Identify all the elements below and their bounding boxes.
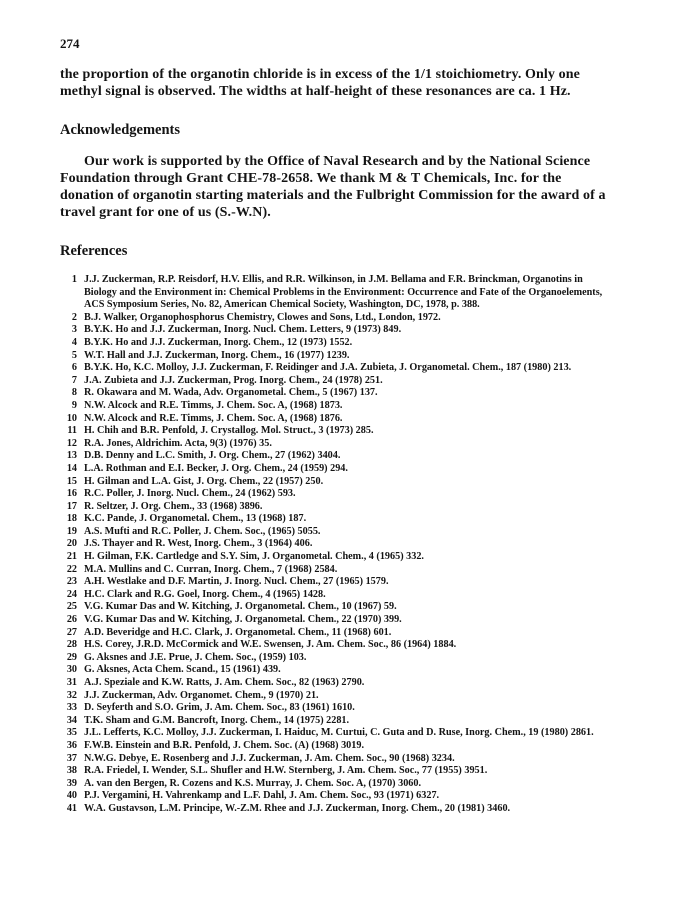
reference-text: A. van den Bergen, R. Cozens and K.S. Murray, J. Chem. Soc. A, (1970) 3060. [84, 777, 422, 789]
reference-text: B.J. Walker, Organophosphorus Chemistry, Clowes and Sons, Ltd., London, 1972. [84, 311, 441, 323]
reference-item [60, 450, 612, 463]
reference-number: 28 [66, 639, 77, 651]
reference-number: 3 [71, 324, 77, 336]
reference-text: D.B. Denny and L.C. Smith, J. Org. Chem., 27 (1962) 3404. [84, 450, 341, 462]
reference-number: 14 [66, 462, 77, 474]
reference-item [60, 501, 612, 514]
reference-item [60, 425, 612, 438]
reference-number: 32 [66, 689, 77, 701]
reference-item [60, 387, 612, 400]
reference-number: 9 [71, 399, 77, 411]
intro-paragraph: the proportion of the organotin chloride is in excess of the 1/1 stoichiometry. Only one methyl signal is observed. The widths at half-height of these resonances are ca. 1 Hz. [60, 67, 580, 99]
reference-text: V.G. Kumar Das and W. Kitching, J. Organometal. Chem., 22 (1970) 399. [84, 614, 402, 626]
reference-text: B.Y.K. Ho, K.C. Molloy, J.J. Zuckerman, F. Reidinger and J.A. Zubieta, J. Organometal. Chem., 187 (1980) 213. [84, 362, 572, 374]
reference-item [60, 463, 612, 476]
reference-text: R. Seltzer, J. Org. Chem., 33 (1968) 3896. [84, 500, 263, 512]
reference-item [60, 438, 612, 451]
reference-number: 11 [67, 425, 77, 437]
reference-item [60, 664, 612, 677]
reference-text: P.J. Vergamini, H. Vahrenkamp and L.F. Dahl, J. Am. Chem. Soc., 93 (1971) 6327. [84, 790, 440, 802]
reference-number: 6 [71, 362, 77, 374]
reference-text: B.Y.K. Ho and J.J. Zuckerman, Inorg. Chem., 12 (1973) 1552. [84, 336, 353, 348]
reference-text: J.J. Zuckerman, R.P. Reisdorf, H.V. Ellis, and R.R. Wilkinson, in J.M. Bellama and F.R. Brinckman, Organotins in Biology and the Environment in: Chemical Problems in the Environment: Occurrence and Fate of the Organoelements, ACS Symposium Series, No. 82, American Chemical Society, Washington, DC, 1978, p. 388. [84, 274, 603, 311]
reference-text: F.W.B. Einstein and B.R. Penfold, J. Chem. Soc. (A) (1968) 3019. [84, 739, 364, 751]
reference-text: J.J. Zuckerman, Adv. Organomet. Chem., 9 (1970) 21. [84, 689, 319, 701]
reference-item [60, 790, 612, 803]
reference-text: A.H. Westlake and D.F. Martin, J. Inorg. Nucl. Chem., 27 (1965) 1579. [84, 576, 389, 588]
reference-item [60, 765, 612, 778]
reference-number: 4 [71, 336, 77, 348]
reference-number: 20 [66, 538, 77, 550]
document-page [60, 36, 612, 816]
reference-number: 27 [66, 626, 77, 638]
reference-text: W.T. Hall and J.J. Zuckerman, Inorg. Chem., 16 (1977) 1239. [84, 349, 350, 361]
reference-number: 13 [66, 450, 77, 462]
reference-text: J.L. Lefferts, K.C. Molloy, J.J. Zuckerman, I. Haiduc, M. Curtui, C. Guta and D. Ruse, Inorg. Chem., 19 (1980) 2861. [84, 727, 594, 739]
reference-number: 37 [66, 752, 77, 764]
reference-text: G. Aksnes and J.E. Prue, J. Chem. Soc., (1959) 103. [84, 651, 307, 663]
reference-number: 38 [66, 765, 77, 777]
reference-item [60, 677, 612, 690]
reference-item [60, 513, 612, 526]
reference-text: H. Chih and B.R. Penfold, J. Crystallog. Mol. Struct., 3 (1973) 285. [84, 425, 374, 437]
reference-text: B.Y.K. Ho and J.J. Zuckerman, Inorg. Nucl. Chem. Letters, 9 (1973) 849. [84, 324, 402, 336]
reference-item [60, 803, 612, 816]
reference-number: 34 [66, 714, 77, 726]
reference-item [60, 753, 612, 766]
reference-number: 22 [66, 563, 77, 575]
reference-item [60, 589, 612, 602]
reference-text: N.W. Alcock and R.E. Timms, J. Chem. Soc. A, (1968) 1876. [84, 412, 343, 424]
reference-number: 21 [66, 551, 77, 563]
reference-text: R.A. Jones, Aldrichim. Acta, 9(3) (1976) 35. [84, 437, 272, 449]
reference-number: 31 [66, 677, 77, 688]
reference-text: V.G. Kumar Das and W. Kitching, J. Organometal. Chem., 10 (1967) 59. [84, 601, 397, 613]
reference-item [60, 538, 612, 551]
reference-text: R. Okawara and M. Wada, Adv. Organometal. Chem., 5 (1967) 137. [84, 387, 378, 399]
reference-item [60, 337, 612, 350]
reference-text: J.A. Zubieta and J.J. Zuckerman, Prog. Inorg. Chem., 24 (1978) 251. [84, 374, 383, 386]
reference-item [60, 564, 612, 577]
reference-number: 5 [71, 349, 77, 361]
reference-item [60, 576, 612, 589]
reference-number: 39 [66, 777, 77, 789]
reference-text: M.A. Mullins and C. Curran, Inorg. Chem., 7 (1968) 2584. [84, 563, 338, 575]
reference-text: A.J. Speziale and K.W. Ratts, J. Am. Chem. Soc., 82 (1963) 2790. [84, 677, 365, 688]
reference-item [60, 639, 612, 652]
reference-text: D. Seyferth and S.O. Grim, J. Am. Chem. Soc., 83 (1961) 1610. [84, 702, 355, 714]
reference-number: 19 [66, 525, 77, 537]
reference-text: K.C. Pande, J. Organometal. Chem., 13 (1968) 187. [84, 513, 307, 525]
reference-item [60, 375, 612, 388]
reference-item [60, 526, 612, 539]
reference-number: 30 [66, 664, 77, 676]
reference-number: 33 [66, 702, 77, 714]
reference-item [60, 690, 612, 703]
reference-text: N.W.G. Debye, E. Rosenberg and J.J. Zuckerman, J. Am. Chem. Soc., 90 (1968) 3234. [84, 752, 455, 764]
reference-text: H.C. Clark and R.G. Goel, Inorg. Chem., 4 (1965) 1428. [84, 588, 326, 600]
reference-text: L.A. Rothman and E.I. Becker, J. Org. Chem., 24 (1959) 294. [84, 462, 348, 474]
reference-item [60, 740, 612, 753]
reference-number: 17 [66, 500, 77, 512]
reference-item [60, 715, 612, 728]
reference-text: R.C. Poller, J. Inorg. Nucl. Chem., 24 (1962) 593. [84, 488, 296, 500]
reference-number: 36 [66, 739, 77, 751]
reference-number: 8 [71, 387, 77, 399]
reference-number: 24 [66, 588, 77, 600]
reference-text: A.D. Beveridge and H.C. Clark, J. Organometal. Chem., 11 (1968) 601. [84, 626, 392, 638]
reference-number: 23 [66, 576, 77, 588]
reference-item [60, 702, 612, 715]
reference-number: 15 [66, 475, 77, 487]
reference-item [60, 362, 612, 375]
reference-number: 29 [66, 651, 77, 663]
references-heading: References [60, 243, 128, 259]
reference-item [60, 488, 612, 501]
reference-number: 18 [66, 513, 77, 525]
reference-item [60, 652, 612, 665]
reference-number: 25 [66, 601, 77, 613]
reference-number: 41 [66, 802, 77, 814]
reference-number: 10 [66, 412, 77, 424]
reference-text: H. Gilman and L.A. Gist, J. Org. Chem., 22 (1957) 250. [84, 475, 324, 487]
reference-number: 2 [71, 311, 77, 323]
acknowledgements-text: Our work is supported by the Office of Naval Research and by the National Science Foundation through Grant CHE-78-2658. We thank M & T Chemicals, Inc. for the donation of organotin starting materials and the Fulbright Commission for the award of a travel grant for one of us (S.-W.N). [60, 154, 606, 220]
reference-text: H. Gilman, F.K. Cartledge and S.Y. Sim, J. Organometal. Chem., 4 (1965) 332. [84, 551, 424, 563]
reference-item [60, 627, 612, 640]
reference-text: A.S. Mufti and R.C. Poller, J. Chem. Soc., (1965) 5055. [84, 525, 321, 537]
reference-text: N.W. Alcock and R.E. Timms, J. Chem. Soc. A, (1968) 1873. [84, 399, 343, 411]
reference-number: 35 [66, 727, 77, 739]
reference-text: H.S. Corey, J.R.D. McCormick and W.E. Swensen, J. Am. Chem. Soc., 86 (1964) 1884. [84, 639, 457, 651]
reference-text: W.A. Gustavson, L.M. Principe, W.-Z.M. Rhee and J.J. Zuckerman, Inorg. Chem., 20 (1981) 3460. [84, 802, 511, 814]
reference-item [60, 413, 612, 426]
reference-item [60, 778, 612, 791]
reference-item [60, 400, 612, 413]
reference-item [60, 601, 612, 614]
reference-item [60, 274, 612, 312]
reference-text: T.K. Sham and G.M. Bancroft, Inorg. Chem., 14 (1975) 2281. [84, 714, 350, 726]
reference-item [60, 324, 612, 337]
reference-number: 1 [71, 274, 77, 285]
reference-number: 7 [71, 374, 77, 386]
reference-item [60, 551, 612, 564]
reference-item [60, 614, 612, 627]
reference-item [60, 312, 612, 325]
page-number: 274 [60, 36, 80, 51]
reference-item [60, 476, 612, 489]
reference-number: 26 [66, 614, 77, 626]
reference-number: 12 [66, 437, 77, 449]
reference-item [60, 727, 612, 740]
reference-text: J.S. Thayer and R. West, Inorg. Chem., 3 (1964) 406. [84, 538, 313, 550]
reference-text: G. Aksnes, Acta Chem. Scand., 15 (1961) 439. [84, 664, 281, 676]
reference-number: 16 [66, 488, 77, 500]
reference-item [60, 350, 612, 363]
reference-list [60, 274, 612, 816]
reference-text: R.A. Friedel, I. Wender, S.L. Shufler and H.W. Sternberg, J. Am. Chem. Soc., 77 (1955) 3951. [84, 765, 488, 777]
acknowledgements-heading: Acknowledgements [60, 122, 181, 138]
reference-number: 40 [66, 790, 77, 802]
